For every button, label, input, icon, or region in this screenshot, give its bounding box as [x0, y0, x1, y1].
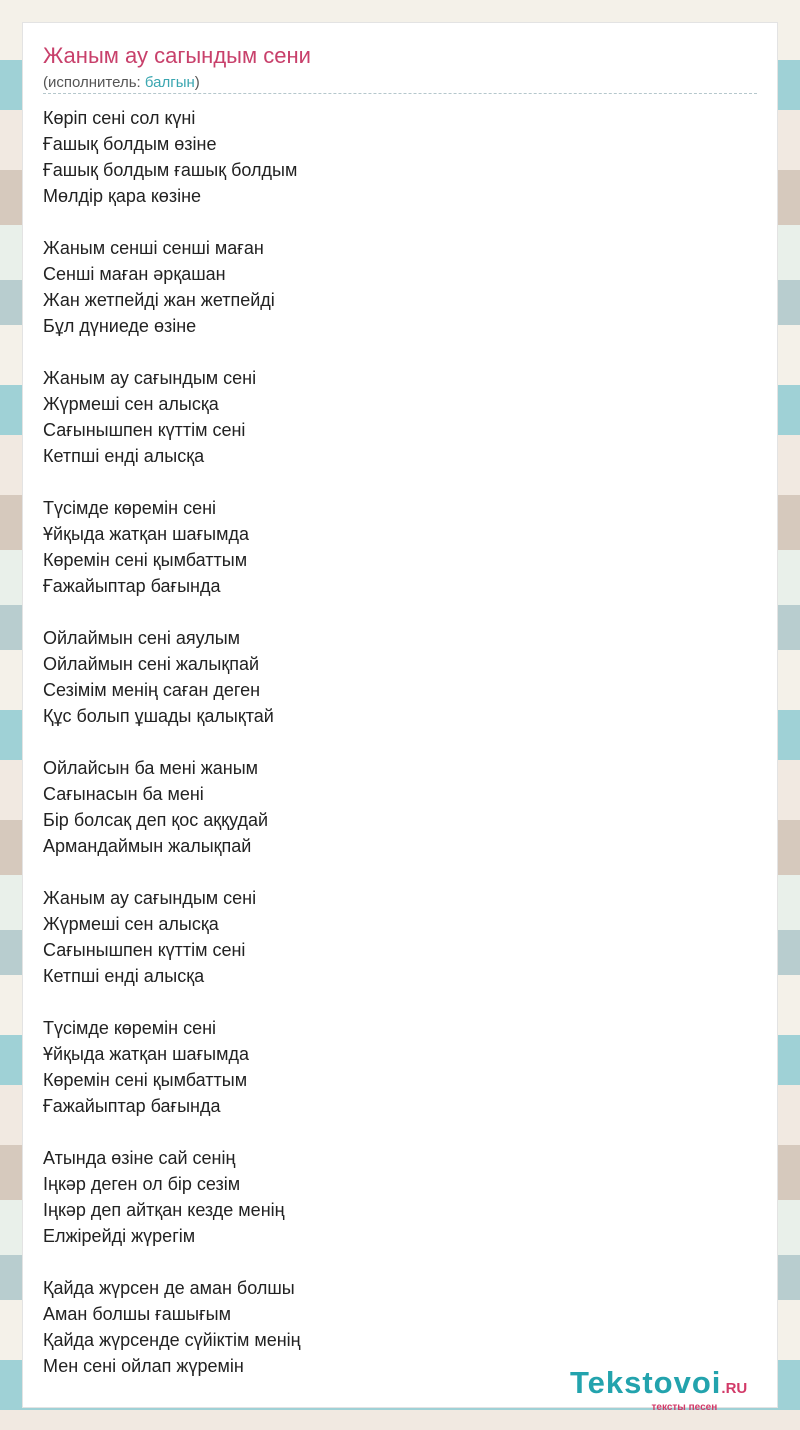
lyrics-card: [22, 22, 778, 1408]
lyric-line: Ойлайсын ба мені жаным: [43, 758, 259, 778]
stanza: [43, 1145, 743, 1249]
brand-tld: .RU: [721, 1380, 748, 1397]
lyric-line: Кетпші енді алысқа: [43, 446, 205, 466]
lyric-line: Түсімде көремін сені: [43, 1018, 217, 1038]
artist-prefix: (исполнитель:: [43, 74, 145, 91]
lyrics-text: [43, 105, 743, 1405]
lyric-line: Кетпші енді алысқа: [43, 966, 205, 986]
stanza: [43, 365, 743, 469]
stanza: [43, 625, 743, 729]
lyric-line: Түсімде көремін сені: [43, 498, 217, 518]
stanza: [43, 755, 743, 859]
lyric-line: Бір болсақ деп қос аққудай: [43, 810, 269, 830]
lyric-line: Ойлаймын сені жалықпай: [43, 654, 260, 674]
lyric-line: Сенші маған әрқашан: [43, 264, 226, 284]
lyric-line: Ғажайыптар бағында: [43, 576, 221, 596]
lyric-line: Елжірейді жүрегім: [43, 1226, 196, 1246]
stanza: [43, 1275, 743, 1379]
lyric-line: Жаным ау сағындым сені: [43, 888, 257, 908]
lyric-line: Іңкәр деген ол бір сезім: [43, 1174, 241, 1194]
artist-line: [43, 74, 200, 91]
title-divider: [43, 93, 757, 94]
lyric-line: Ойлаймын сені аяулым: [43, 628, 241, 648]
brand-name-text: Tekstovoi: [570, 1365, 722, 1400]
lyric-line: Ғажайыптар бағында: [43, 1096, 221, 1116]
lyric-line: Жүрмеші сен алысқа: [43, 914, 219, 934]
lyric-line: Қайда жүрсен де аман болшы: [43, 1278, 295, 1298]
lyric-line: Сезімім менің саған деген: [43, 680, 261, 700]
lyric-line: Бұл дүниеде өзіне: [43, 316, 197, 336]
lyric-line: Құс болып ұшады қалықтай: [43, 706, 274, 726]
lyric-line: Ғашық болдым өзіне: [43, 134, 217, 154]
lyric-line: Сағынышпен күттім сені: [43, 940, 246, 960]
lyric-line: Қайда жүрсенде сүйіктім менің: [43, 1330, 301, 1350]
lyric-line: Мөлдір қара көзіне: [43, 186, 202, 206]
lyric-line: Аман болшы ғашығым: [43, 1304, 231, 1324]
stanza: [43, 105, 743, 209]
lyric-line: Ұйқыда жатқан шағымда: [43, 1044, 249, 1064]
lyric-line: Мен сені ойлап жүремін: [43, 1356, 244, 1376]
lyric-line: Ұйқыда жатқан шағымда: [43, 524, 249, 544]
lyric-line: Жүрмеші сен алысқа: [43, 394, 219, 414]
lyric-line: Жан жетпейді жан жетпейді: [43, 290, 275, 310]
stanza: [43, 495, 743, 599]
lyric-line: Сағынасын ба мені: [43, 784, 204, 804]
stanza: [43, 235, 743, 339]
brand-name: [570, 1366, 747, 1406]
lyric-line: Армандаймын жалықпай: [43, 836, 252, 856]
lyric-line: Көріп сені сол күні: [43, 108, 196, 128]
stanza: [43, 1015, 743, 1119]
brand-tagline: тексты песен: [651, 1402, 718, 1413]
stanza: [43, 885, 743, 989]
lyric-line: Іңкәр деп айтқан кезде менің: [43, 1200, 285, 1220]
artist-link[interactable]: балгын: [144, 74, 195, 91]
song-title: Жаным ау сагындым сени: [43, 43, 311, 68]
lyric-line: Ғашық болдым ғашық болдым: [43, 160, 298, 180]
lyric-line: Көремін сені қымбаттым: [43, 1070, 248, 1090]
lyric-line: Көремін сені қымбаттым: [43, 550, 248, 570]
lyric-line: Сағынышпен күттім сені: [43, 420, 246, 440]
brand-logo: [570, 1366, 747, 1413]
artist-suffix: ): [194, 74, 200, 91]
lyric-line: Жаным ау сағындым сені: [43, 368, 257, 388]
lyric-line: Атында өзіне сай сенің: [43, 1148, 236, 1168]
lyric-line: Жаным сенші сенші маған: [43, 238, 264, 258]
